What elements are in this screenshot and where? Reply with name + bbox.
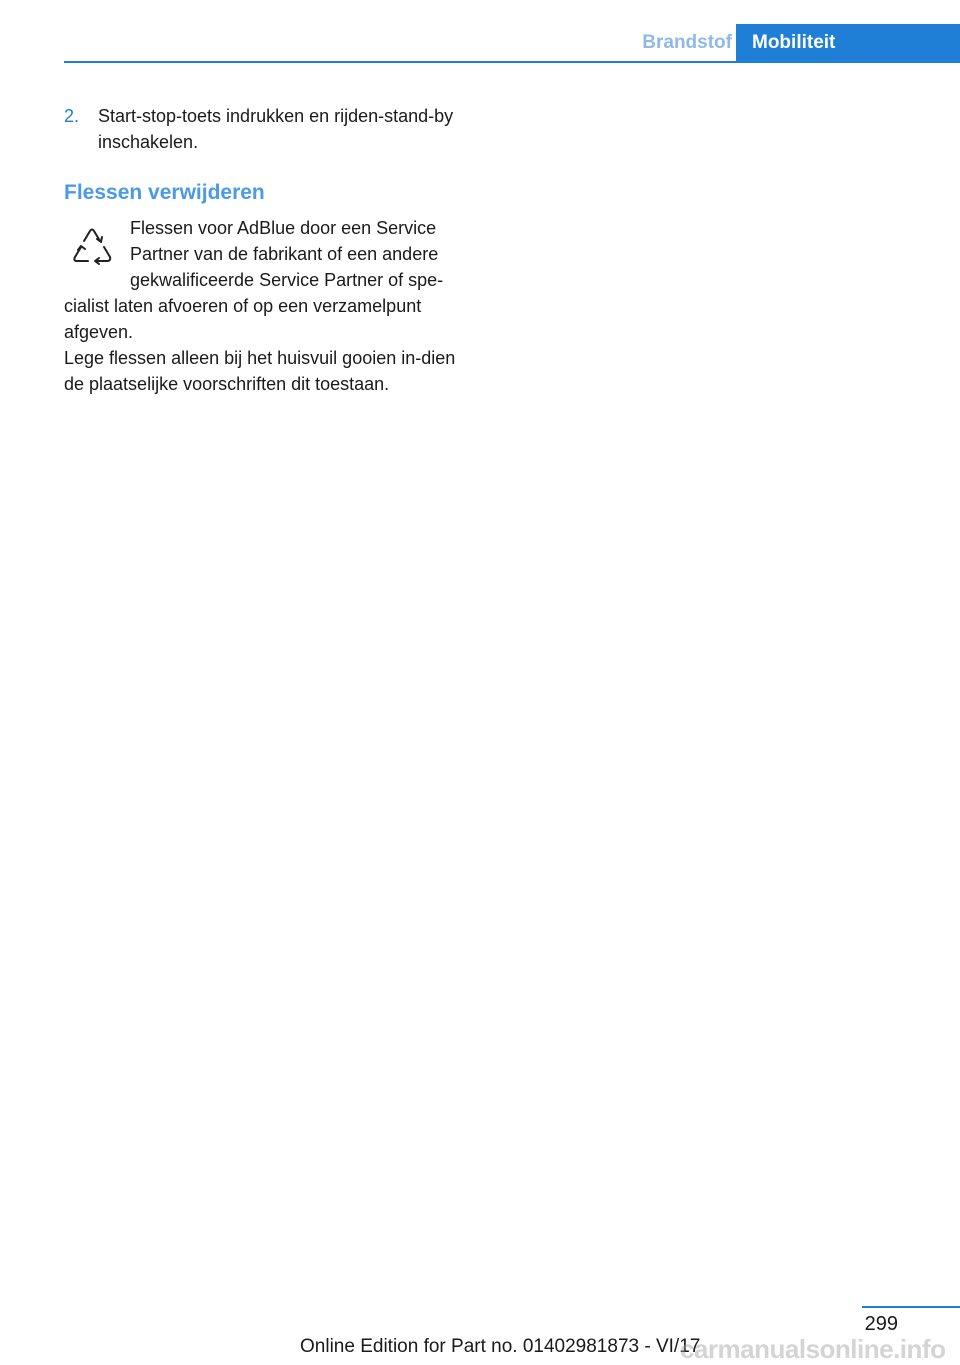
paragraph-disposal: Flessen voor AdBlue door een Service Partner van de fabrikant of een andere gekwalificeerde Service Partner of spe-cialist laten afvoeren of op een verzamelpunt afgeven. [64, 218, 444, 342]
recycle-icon [64, 219, 120, 275]
page-number: 299 [864, 1313, 898, 1335]
footer-rule [862, 1306, 960, 1308]
header-tab-mobiliteit[interactable]: Mobiliteit [736, 24, 960, 62]
page-content [64, 103, 474, 397]
section-heading: Flessen verwijderen [64, 181, 265, 204]
step-text: Start-stop-toets indrukken en rijden-stand-by inschakelen. [98, 106, 454, 152]
recycle-paragraph [64, 215, 474, 345]
footer-edition: Online Edition for Part no. 01402981873 - VI/17 [300, 1336, 701, 1357]
step-2 [64, 103, 474, 155]
header-tab-brandstof[interactable]: Brandstof [642, 32, 732, 53]
step-number: 2. [64, 106, 80, 126]
header-rule [64, 61, 960, 63]
paragraph-empty-bottles: Lege flessen alleen bij het huisvuil gooien in-dien de plaatselijke voorschriften dit toestaan. [64, 348, 456, 394]
watermark[interactable]: carmanualsonline.info [680, 1334, 946, 1364]
